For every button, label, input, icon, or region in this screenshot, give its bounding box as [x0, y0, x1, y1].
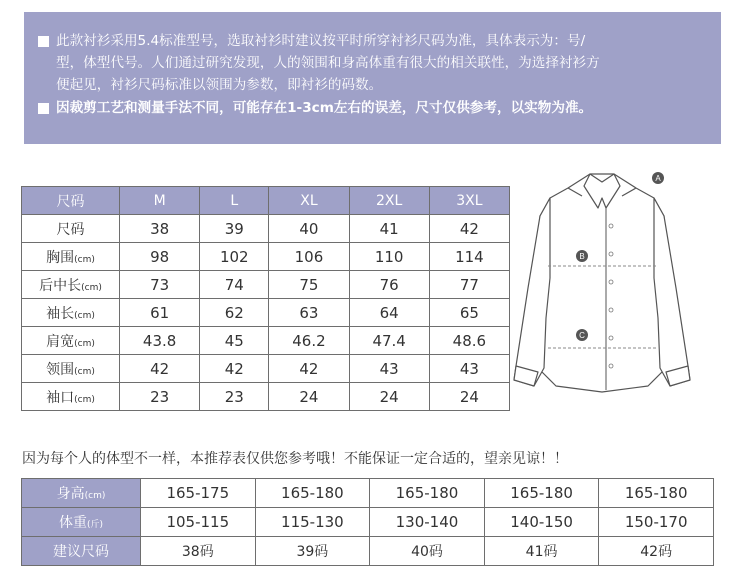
size-chart-cell: 62	[200, 299, 269, 327]
rec-row-size	[22, 537, 714, 566]
size-chart-row-label	[22, 271, 120, 299]
rec-cell: 165-180	[484, 479, 599, 508]
notice-panel	[24, 12, 721, 144]
rec-cell: 130-140	[370, 508, 485, 537]
size-chart-cell: 114	[429, 243, 509, 271]
row-label-text: 领围	[46, 361, 75, 378]
row-label-text: 肩宽	[46, 333, 75, 350]
size-chart-cell: 102	[200, 243, 269, 271]
size-chart-cell: 42	[269, 355, 349, 383]
row-unit: (cm)	[74, 394, 95, 405]
shirt-diagram	[510, 168, 694, 398]
rec-row-weight	[22, 508, 714, 537]
size-chart-row	[22, 355, 510, 383]
size-chart-row	[22, 327, 510, 355]
marker-b-label: B	[579, 252, 585, 261]
size-chart-cell: 43	[429, 355, 509, 383]
shirt-right-sleeve	[654, 198, 690, 386]
size-chart-cell: 61	[120, 299, 200, 327]
size-chart-cell: 47.4	[349, 327, 429, 355]
size-chart-cell: 42	[120, 355, 200, 383]
size-chart-table	[21, 186, 510, 411]
size-chart-row-label	[22, 299, 120, 327]
size-chart-row	[22, 299, 510, 327]
rec-row-label	[22, 508, 141, 537]
row-unit: (cm)	[74, 366, 95, 377]
size-chart-header-cell: 3XL	[429, 187, 509, 215]
rec-row-height	[22, 479, 714, 508]
size-chart-cell: 98	[120, 243, 200, 271]
size-chart-cell: 24	[429, 383, 509, 411]
size-chart-row	[22, 243, 510, 271]
row-label-text: 胸围	[46, 249, 75, 266]
size-chart-header-row	[22, 187, 510, 215]
size-chart-cell: 75	[269, 271, 349, 299]
size-chart-cell: 23	[120, 383, 200, 411]
size-chart-cell: 48.6	[429, 327, 509, 355]
row-label-text: 袖长	[46, 305, 75, 322]
size-chart-header-cell: L	[200, 187, 269, 215]
recommendation-table	[21, 478, 714, 566]
rec-row-label	[22, 479, 141, 508]
size-chart-cell: 65	[429, 299, 509, 327]
size-chart-cell: 40	[269, 215, 349, 243]
row-unit: (cm)	[74, 254, 95, 265]
shirt-button	[609, 364, 613, 368]
size-chart-cell: 110	[349, 243, 429, 271]
rec-cell: 105-115	[141, 508, 256, 537]
size-chart-cell: 42	[429, 215, 509, 243]
marker-c-label: C	[579, 331, 585, 340]
size-chart-cell: 106	[269, 243, 349, 271]
shirt-left-sleeve	[514, 198, 550, 386]
row-unit: (cm)	[81, 282, 102, 293]
row-label-text: 尺码	[56, 221, 85, 238]
size-chart-cell: 77	[429, 271, 509, 299]
row-unit: (cm)	[74, 310, 95, 321]
row-unit: (cm)	[74, 338, 95, 349]
bullet-square-icon	[38, 103, 49, 114]
notice-line-4: 因裁剪工艺和测量手法不同，可能存在1-3cm左右的误差，尺寸仅供参考，以实物为准。	[56, 100, 593, 116]
size-chart-cell: 64	[349, 299, 429, 327]
size-chart-cell: 41	[349, 215, 429, 243]
notice-paragraph	[38, 30, 707, 52]
shirt-button	[609, 224, 613, 228]
rec-row-unit: (斤)	[86, 520, 104, 530]
size-chart-cell: 42	[200, 355, 269, 383]
rec-cell: 150-170	[599, 508, 714, 537]
notice-paragraph-cont	[38, 74, 707, 96]
size-chart-row-label	[22, 215, 120, 243]
rec-cell: 41码	[484, 537, 599, 566]
rec-cell: 38码	[141, 537, 256, 566]
rec-row-unit: (cm)	[84, 491, 106, 501]
rec-cell: 165-180	[255, 479, 370, 508]
rec-label-text: 身高	[56, 486, 85, 502]
size-chart-cell: 39	[200, 215, 269, 243]
size-chart-cell: 63	[269, 299, 349, 327]
size-chart-row-label	[22, 327, 120, 355]
size-chart-row-label	[22, 243, 120, 271]
marker-a-label: A	[655, 174, 661, 183]
rec-cell: 165-180	[370, 479, 485, 508]
size-chart-header-cell: 2XL	[349, 187, 429, 215]
rec-label-text: 建议尺码	[53, 544, 109, 560]
shirt-button	[609, 308, 613, 312]
size-chart-cell: 46.2	[269, 327, 349, 355]
rec-cell: 40码	[370, 537, 485, 566]
size-chart-cell: 43	[349, 355, 429, 383]
rec-cell: 165-175	[141, 479, 256, 508]
size-chart-cell: 76	[349, 271, 429, 299]
size-chart-row	[22, 215, 510, 243]
shirt-button	[609, 336, 613, 340]
row-label-text: 袖口	[46, 389, 75, 406]
rec-cell: 165-180	[599, 479, 714, 508]
row-label-text: 后中长	[39, 277, 82, 294]
size-chart-row-label	[22, 383, 120, 411]
size-chart-cell: 43.8	[120, 327, 200, 355]
shirt-button	[609, 252, 613, 256]
size-chart-header-cell: M	[120, 187, 200, 215]
size-chart-cell: 24	[349, 383, 429, 411]
rec-cell: 140-150	[484, 508, 599, 537]
notice-disclaimer	[38, 97, 707, 119]
rec-cell: 115-130	[255, 508, 370, 537]
notice-line-1: 此款衬衫采用5.4标准型号，选取衬衫时建议按平时所穿衬衫尺码为准，具体表示为：号/	[56, 33, 586, 49]
rec-cell: 42码	[599, 537, 714, 566]
notice-line-2: 型，体型代号。人们通过研究发现，人的领围和身高体重有很大的相关联性，为选择衬衫方	[56, 55, 600, 71]
size-chart-header-cell: 尺码	[22, 187, 120, 215]
size-chart-row	[22, 271, 510, 299]
notice-line-3: 便起见，衬衫尺码标准以领围为参数，即衬衫的码数。	[56, 77, 383, 93]
notice-paragraph-cont	[38, 52, 707, 74]
rec-label-text: 体重	[58, 515, 87, 531]
rec-row-label	[22, 537, 141, 566]
size-chart-cell: 74	[200, 271, 269, 299]
shirt-button	[609, 280, 613, 284]
size-chart-cell: 23	[200, 383, 269, 411]
recommendation-note: 因为每个人的体型不一样，本推荐表仅供您参考哦！不能保证一定合适的，望亲见谅！！	[22, 451, 568, 467]
size-chart-cell: 45	[200, 327, 269, 355]
size-chart-cell: 73	[120, 271, 200, 299]
rec-cell: 39码	[255, 537, 370, 566]
size-chart-row	[22, 383, 510, 411]
size-chart-cell: 38	[120, 215, 200, 243]
size-chart-header-cell: XL	[269, 187, 349, 215]
bullet-square-icon	[38, 36, 49, 47]
shirt-body	[538, 174, 666, 392]
size-chart-row-label	[22, 355, 120, 383]
size-chart-cell: 24	[269, 383, 349, 411]
